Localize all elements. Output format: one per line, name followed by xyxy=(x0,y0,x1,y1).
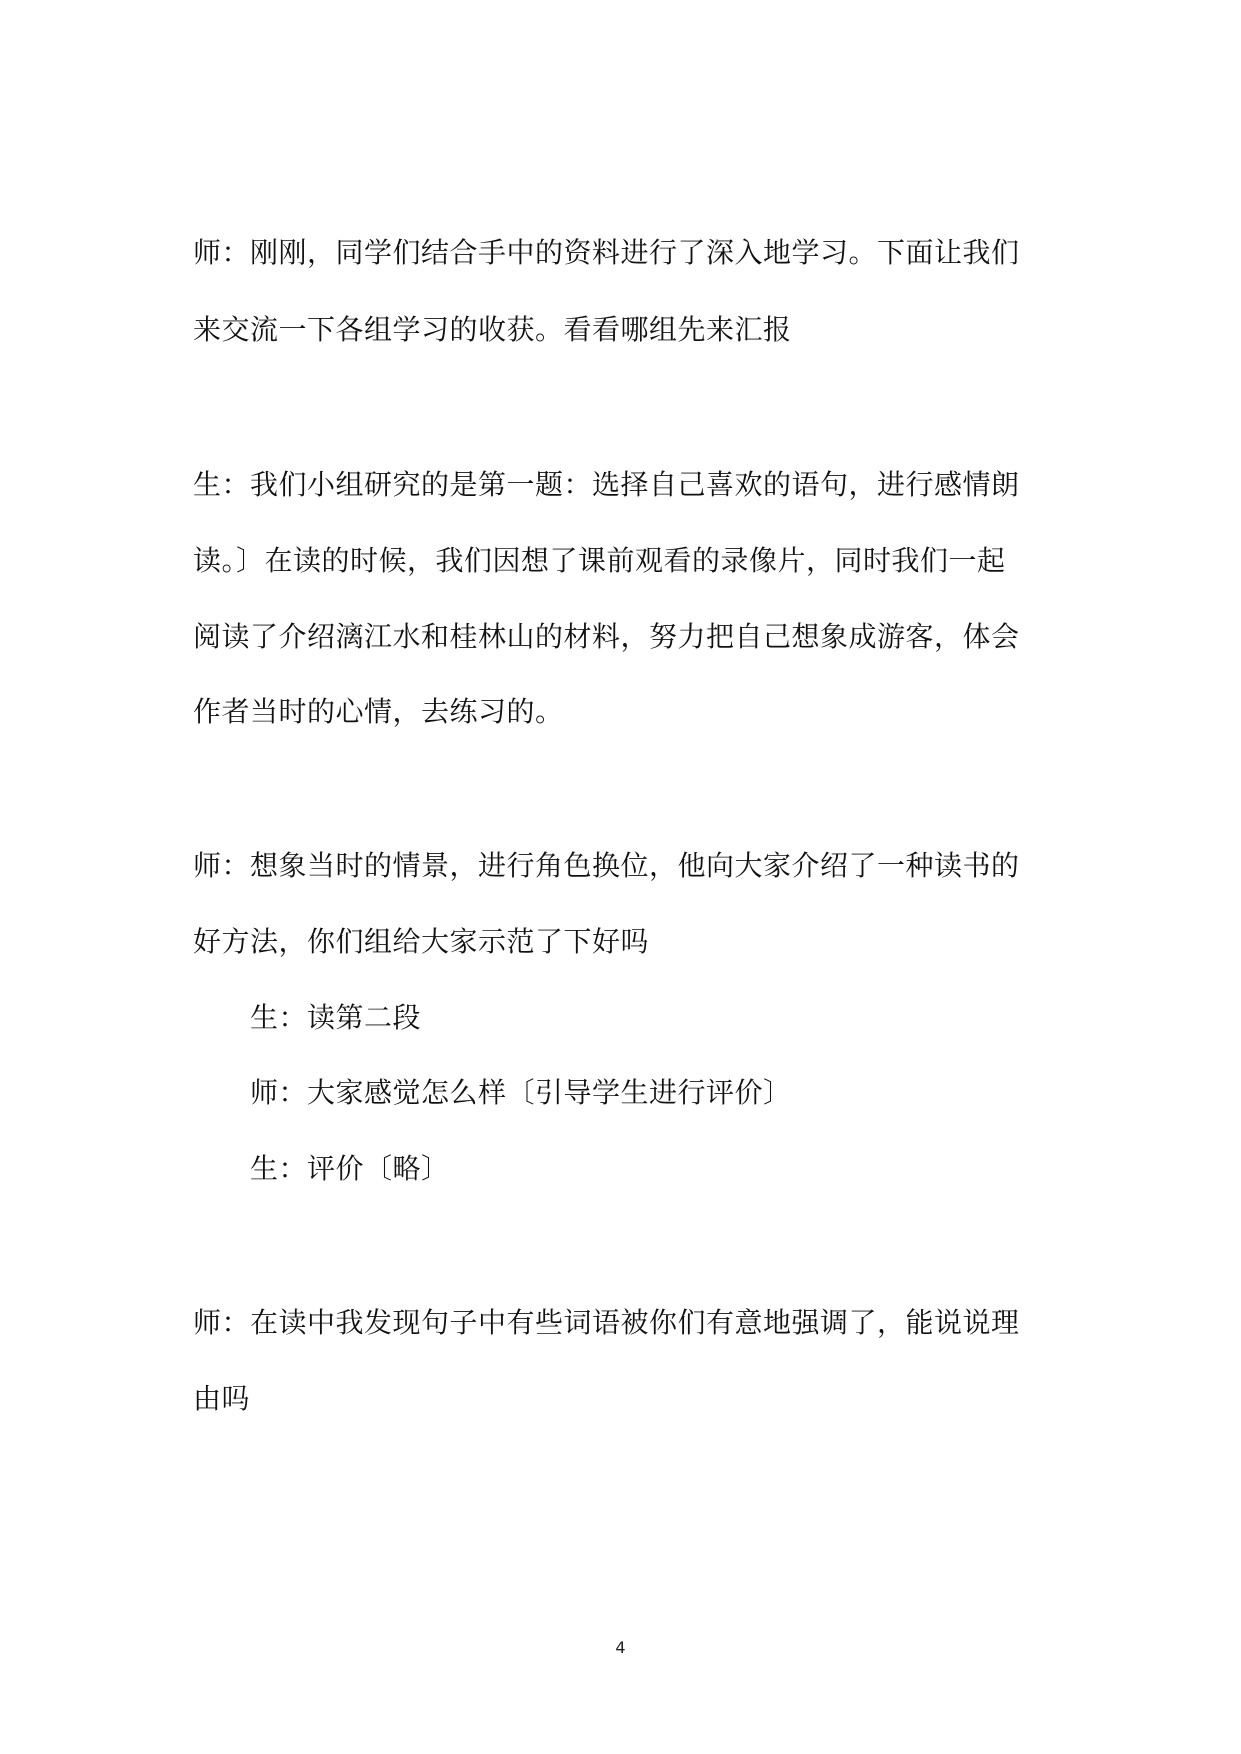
text-line: 来交流一下各组学习的收获。看看哪组先来汇报 xyxy=(193,313,792,346)
text-line: 生：评价〔略〕 xyxy=(250,1152,450,1185)
text-line: 读。〕在读的时候，我们因想了课前观看的录像片，同时我们一起 xyxy=(193,544,1006,577)
text-line: 生：我们小组研究的是第一题：选择自己喜欢的语句，进行感情朗 xyxy=(193,468,1020,501)
text-line: 生：读第二段 xyxy=(250,1001,422,1034)
text-line: 由吗 xyxy=(193,1382,251,1415)
text-line: 好方法，你们组给大家示范了下好吗 xyxy=(193,925,650,958)
page-number: 4 xyxy=(615,1638,626,1657)
text-line: 阅读了介绍漓江水和桂林山的材料，努力把自己想象成游客，体会 xyxy=(193,620,1020,653)
text-line: 师：大家感觉怎么样〔引导学生进行评价〕 xyxy=(250,1076,792,1109)
text-line: 作者当时的心情，去练习的。 xyxy=(193,695,564,728)
text-line: 师：在读中我发现句子中有些词语被你们有意地强调了，能说说理 xyxy=(193,1306,1020,1339)
text-line: 师：想象当时的情景，进行角色换位，他向大家介绍了一种读书的 xyxy=(193,849,1020,882)
text-line: 师：刚刚，同学们结合手中的资料进行了深入地学习。下面让我们 xyxy=(193,236,1020,269)
